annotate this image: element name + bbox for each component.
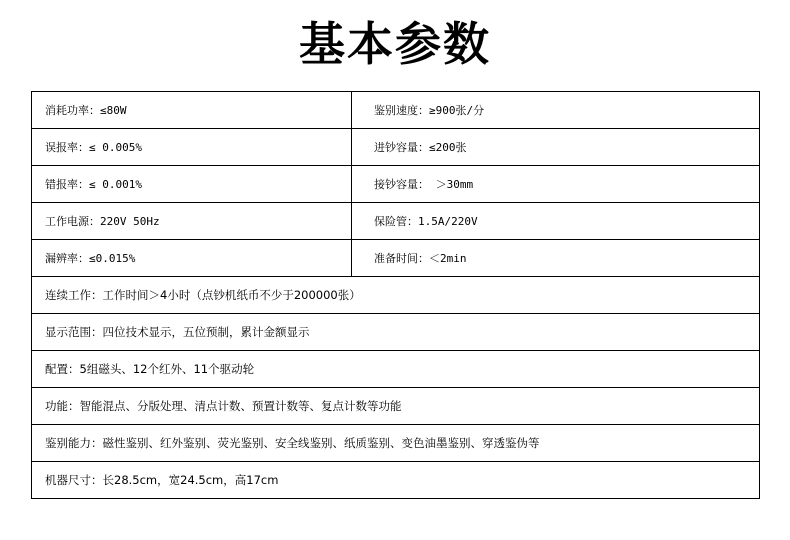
table-row: [32, 240, 760, 277]
spec-power-supply: 工作电源：220V 50Hz: [32, 203, 352, 240]
spec-functions: 功能：智能混点、分版处理、清点计数、预置计数等、复点计数等功能: [32, 388, 760, 425]
spec-detection-ability: 鉴别能力：磁性鉴别、红外鉴别、荧光鉴别、安全线鉴别、纸质鉴别、变色油墨鉴别、穿透鉴伪等: [32, 425, 760, 462]
table-row: [32, 351, 760, 388]
spec-stacker-capacity: 接钞容量： ＞30mm: [352, 166, 760, 203]
table-row: [32, 314, 760, 351]
table-row: [32, 203, 760, 240]
spec-error-rate: 错报率：≤ 0.001%: [32, 166, 352, 203]
table-row: [32, 388, 760, 425]
spec-display-range: 显示范围：四位技术显示，五位预制，累计金额显示: [32, 314, 760, 351]
spec-feed-capacity: 进钞容量：≤200张: [352, 129, 760, 166]
spec-fuse: 保险管：1.5A/220V: [352, 203, 760, 240]
spec-miss-rate: 漏辨率：≤0.015%: [32, 240, 352, 277]
spec-configuration: 配置：5组磁头、12个红外、11个驱动轮: [32, 351, 760, 388]
spec-dimensions: 机器尺寸：长28.5cm，宽24.5cm，高17cm: [32, 462, 760, 499]
spec-false-alarm-rate: 误报率：≤ 0.005%: [32, 129, 352, 166]
table-row: [32, 129, 760, 166]
table-row: [32, 166, 760, 203]
page-title: 基本参数: [299, 17, 491, 71]
table-row: [32, 462, 760, 499]
spec-table: [31, 91, 760, 499]
table-row: [32, 92, 760, 129]
table-row: [32, 425, 760, 462]
spec-power: 消耗功率：≤80W: [32, 92, 352, 129]
spec-prep-time: 准备时间：＜2min: [352, 240, 760, 277]
table-row: [32, 277, 760, 314]
spec-detection-speed: 鉴别速度：≥900张/分: [352, 92, 760, 129]
spec-continuous-work: 连续工作：工作时间＞4小时（点钞机纸币不少于200000张）: [32, 277, 760, 314]
